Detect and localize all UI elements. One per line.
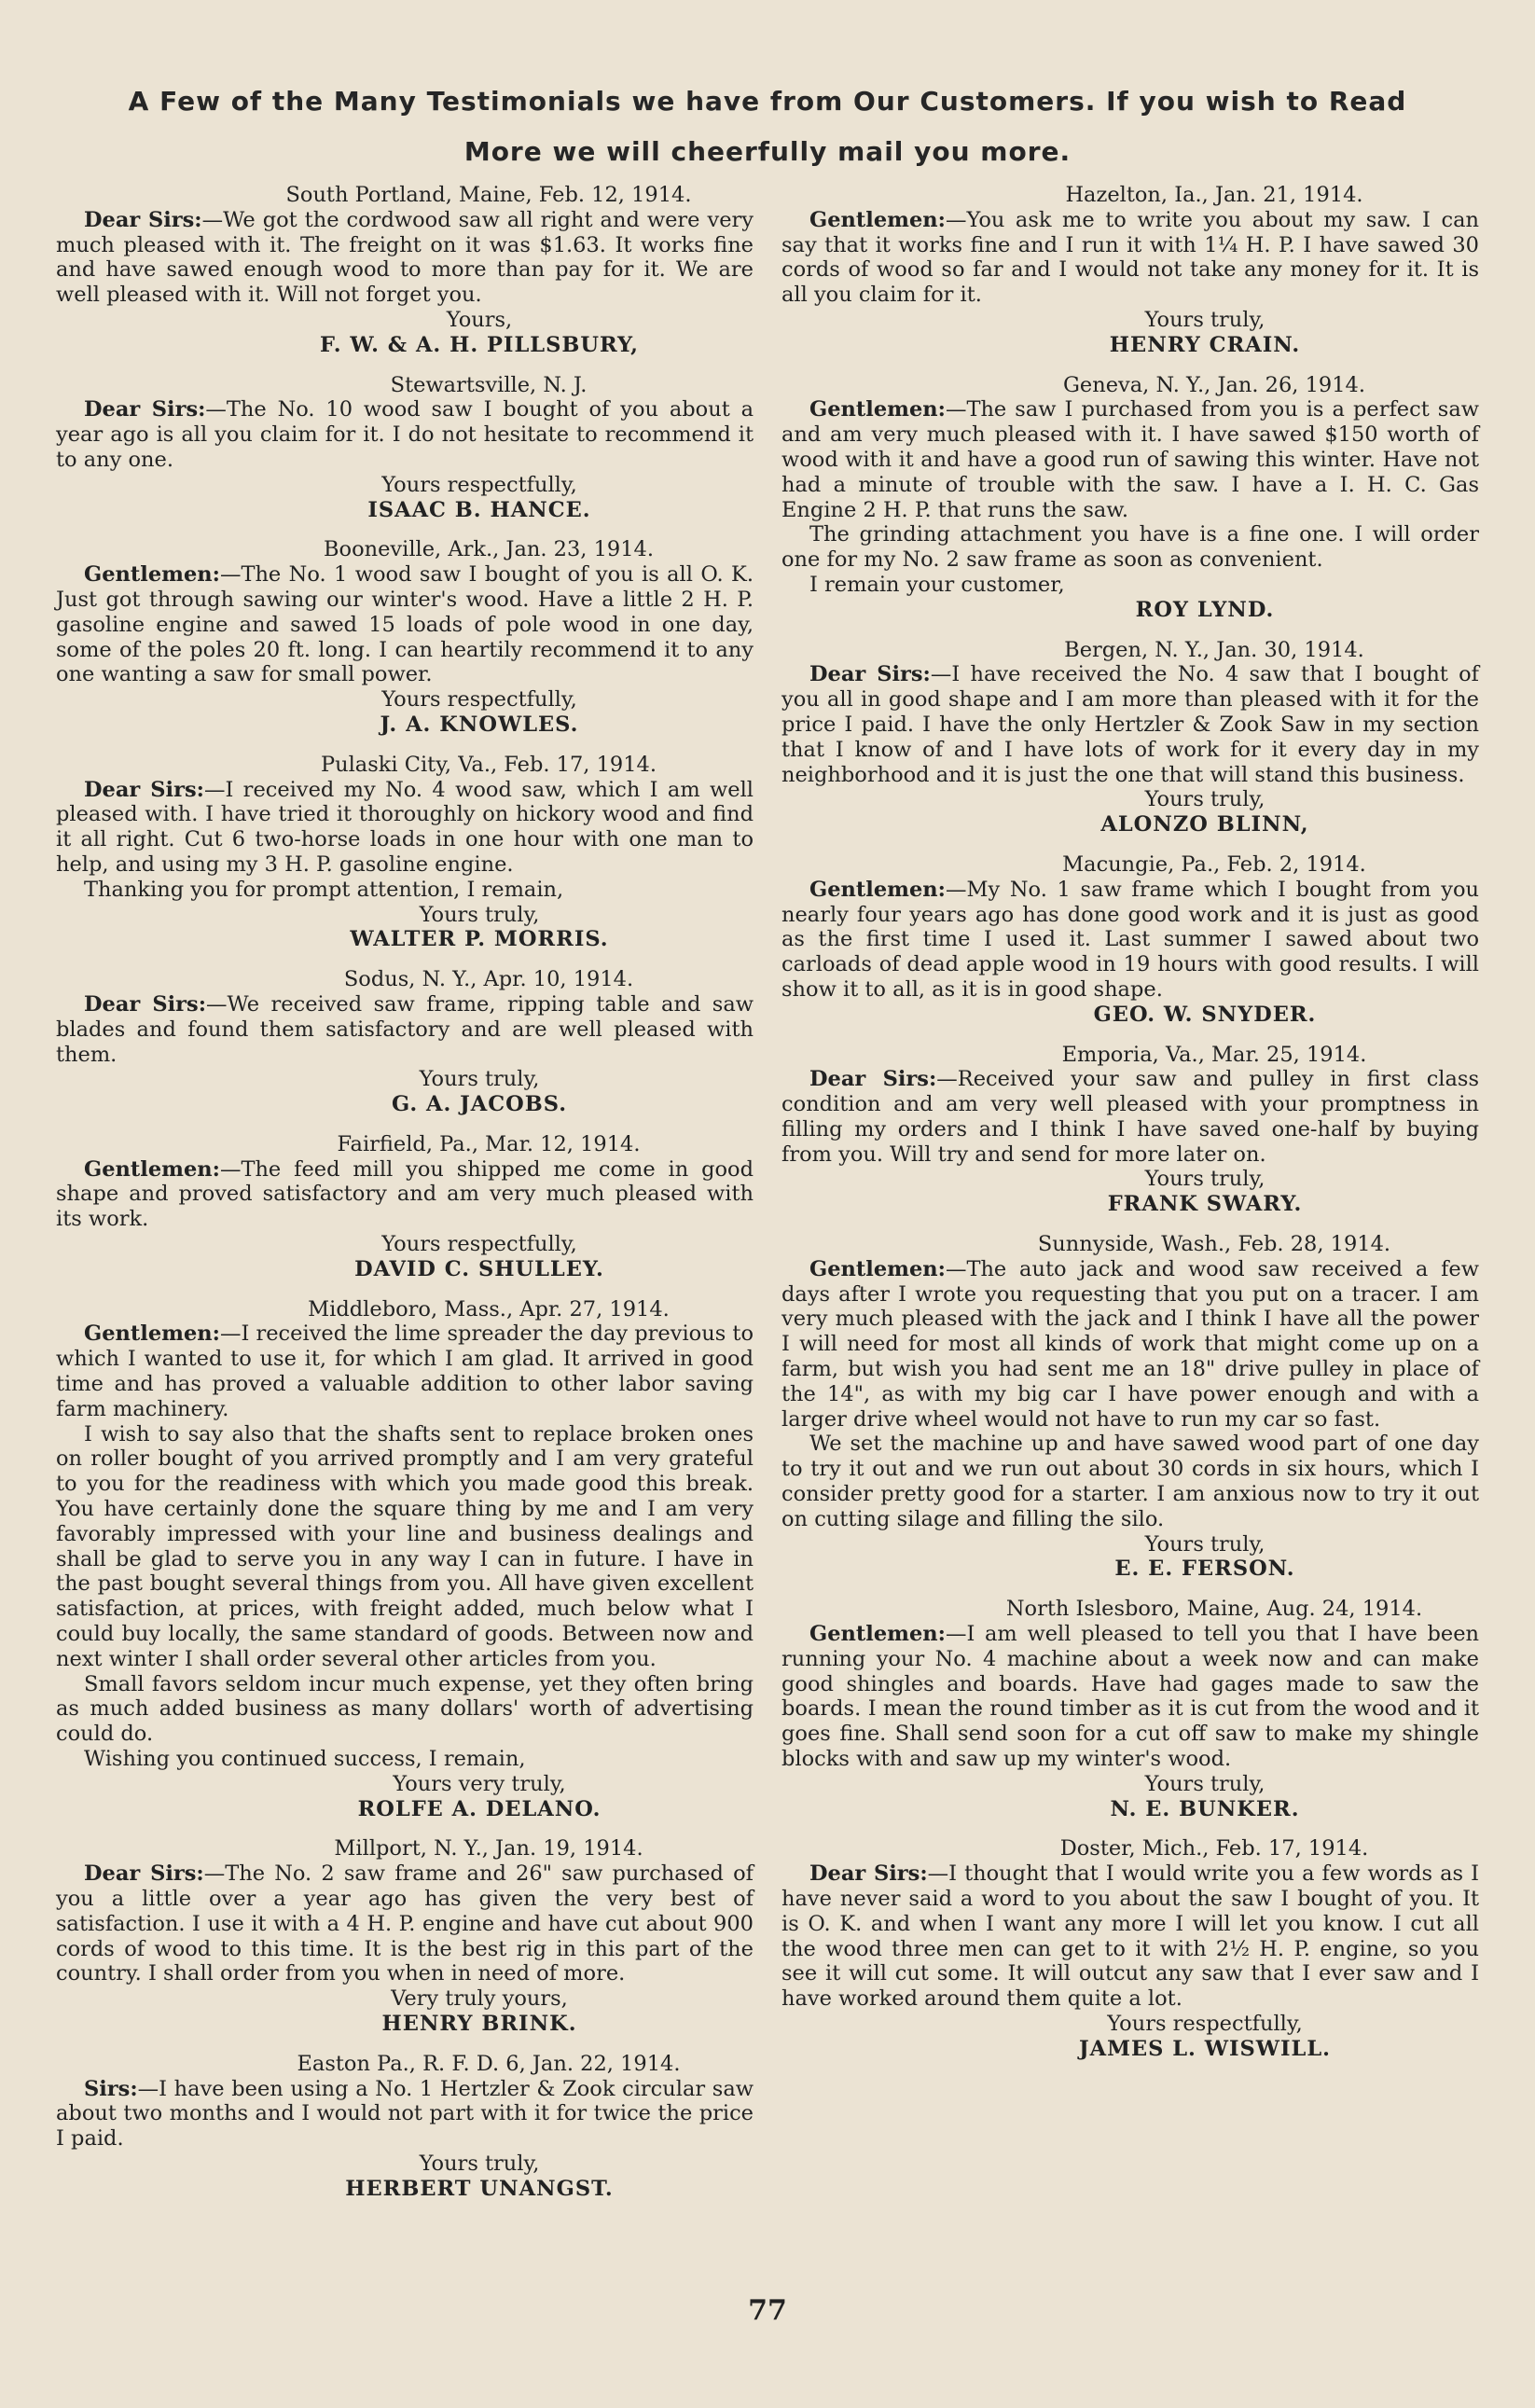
testimonial-letter [56, 537, 754, 737]
letter-signature: GEO. W. SNYDER. [1093, 1002, 1317, 1027]
letter-text: Thanking you for prompt attention, I remain, [84, 877, 564, 902]
letter-dateline: Stewartsville, N. J. [390, 372, 588, 397]
letter-salutation: Dear Sirs: [84, 1861, 204, 1887]
letter-paragraph [781, 1432, 1479, 1531]
letter-salutation: Sirs: [84, 2076, 138, 2101]
letter-body [56, 992, 754, 1067]
letter-dateline: Sodus, N. Y., Apr. 10, 1914. [343, 967, 634, 992]
letter-closing: Yours truly, [1144, 1531, 1265, 1557]
letter-body [56, 1861, 754, 1986]
letter-paragraph [56, 397, 754, 472]
letter-closing: Yours respectfully, [381, 1232, 577, 1257]
letter-closing: Yours truly, [1144, 1771, 1265, 1796]
letter-signature: ALONZO BLINN, [1100, 812, 1309, 837]
testimonial-letter [56, 967, 754, 1117]
letter-paragraph [56, 878, 754, 903]
letter-salutation: Gentlemen: [809, 877, 946, 902]
letter-closing: Yours respectfully, [381, 472, 577, 497]
letter-paragraph [56, 1322, 754, 1421]
letter-text: —We got the cordwood saw all right and were very much pleased with it. The freight on it was $1.63. It works fine and have sawed enough wood to more than pay for it. We are well pleased with it. Will not forget you. [56, 207, 754, 308]
testimonial-letter [781, 638, 1479, 837]
letter-body [56, 1322, 754, 1771]
testimonial-letter [781, 1836, 1479, 2061]
letter-paragraph [56, 992, 754, 1067]
letter-text: —You ask me to write you about my saw. I can say that it works fine and I run it with 1¼ H. P. I have sawed 30 cords of wood so far and I would not take any money for it. It is all you claim for it. [781, 207, 1479, 308]
testimonial-letter [781, 1232, 1479, 1582]
letter-signature: FRANK SWARY. [1107, 1192, 1303, 1217]
letter-body [56, 1157, 754, 1232]
testimonial-letter [781, 1043, 1479, 1218]
letter-paragraph [56, 1157, 754, 1232]
letter-dateline: Booneville, Ark., Jan. 23, 1914. [323, 537, 655, 562]
testimonial-letter [56, 1297, 754, 1822]
letter-signature: F. W. & A. H. PILLSBURY, [320, 332, 639, 357]
letter-closing: Yours truly, [419, 1067, 540, 1092]
letter-dateline: Hazelton, Ia., Jan. 21, 1914. [1065, 183, 1363, 207]
letter-dateline: Middleboro, Mass., Apr. 27, 1914. [308, 1296, 670, 1322]
letter-paragraph [781, 878, 1479, 1003]
letter-text: —The saw I purchased from you is a perfect saw and am very much pleased with it. I have sawed $150 worth of wood with it and have a good run of sawing this winter. Have not had a minute of trouble with the saw. I have a I. H. C. Gas Engine 2 H. P. that runs the saw. [781, 397, 1479, 522]
testimonial-letter [781, 183, 1479, 358]
page-number: 77 [748, 2294, 787, 2327]
testimonial-letter [56, 1132, 754, 1282]
letter-salutation: Dear Sirs: [84, 991, 206, 1017]
letter-paragraph [56, 2077, 754, 2152]
letter-signature: J. A. KNOWLES. [380, 712, 579, 737]
letter-signature: ISAAC B. HANCE. [367, 497, 591, 522]
letter-paragraph [781, 397, 1479, 522]
letter-closing: Yours truly, [1144, 787, 1265, 812]
letter-text: —I received my No. 4 wood saw, which I am well pleased with. I have tried it thoroughly on hickory wood and find it all right. Cut 6 two-horse loads in one hour with one man to help, and using my 3 H. P. gasoline engine. [56, 777, 754, 877]
letter-paragraph [781, 522, 1479, 573]
testimonial-letter [56, 2052, 754, 2202]
letter-text: Small favors seldom incur much expense, yet they often bring as much added business as many dollars' worth of advertising could do. [56, 1671, 754, 1747]
letter-text: —I received the lime spreader the day previous to which I wanted to use it, for which I am glad. It arrived in good time and has proved a valuable addition to other labor saving farm machinery. [56, 1322, 754, 1421]
letter-dateline: Macungie, Pa., Feb. 2, 1914. [1062, 851, 1366, 877]
letter-signature: JAMES L. WISWILL. [1078, 2036, 1332, 2061]
letter-body [781, 1257, 1479, 1532]
letter-closing: Yours, [446, 307, 513, 332]
letter-text: —Received your saw and pulley in first class condition and am very well pleased with your promptness in filling my orders and I think I have saved one-half by buying from you. Will try and send for more later on. [781, 1067, 1479, 1167]
letter-salutation: Dear Sirs: [809, 662, 931, 687]
letter-paragraph [56, 1672, 754, 1747]
letter-body [781, 878, 1479, 1003]
letter-paragraph [56, 1422, 754, 1672]
letter-paragraph [56, 778, 754, 878]
letter-body [781, 662, 1479, 787]
letter-closing: Yours truly, [1144, 1167, 1265, 1192]
letter-salutation: Dear Sirs: [84, 397, 206, 422]
letter-text: The grinding attachment you have is a fine one. I will order one for my No. 2 saw frame as soon as convenient. [781, 522, 1479, 573]
letter-body [781, 1861, 1479, 2012]
letter-signature: WALTER P. MORRIS. [350, 927, 609, 952]
letter-dateline: South Portland, Maine, Feb. 12, 1914. [285, 183, 692, 207]
letter-salutation: Gentlemen: [809, 207, 946, 232]
letter-dateline: Fairfield, Pa., Mar. 12, 1914. [337, 1131, 641, 1156]
letter-text: —I have been using a No. 1 Hertzler & Zook circular saw about two months and I would not part with it for twice the price I paid. [56, 2076, 754, 2152]
letter-signature: N. E. BUNKER. [1110, 1796, 1300, 1821]
letter-signature: HENRY BRINK. [381, 2011, 577, 2036]
letter-closing: Yours truly, [1144, 307, 1265, 332]
letter-closing: Yours respectfully, [1107, 2011, 1303, 2036]
letter-paragraph [781, 1067, 1479, 1167]
letter-salutation: Gentlemen: [809, 397, 946, 422]
letter-body [56, 778, 754, 903]
letter-dateline: Sunnyside, Wash., Feb. 28, 1914. [1037, 1232, 1391, 1257]
letter-paragraph [781, 1257, 1479, 1432]
letter-dateline: Pulaski City, Va., Feb. 17, 1914. [320, 752, 657, 777]
letter-text: —The No. 10 wood saw I bought of you about a year ago is all you claim for it. I do not hesitate to recommend it to any one. [56, 397, 754, 472]
letter-closing: Very truly yours, [391, 1986, 568, 2012]
letter-body [781, 208, 1479, 308]
letter-text: I remain your customer, [809, 572, 1065, 597]
letter-text: —I am well pleased to tell you that I have been running your No. 4 machine about a week now and can make good shingles and boards. Have had gages made to saw the boards. I mean the round timber as it is cut from the wood and it goes fine. Shall send soon for a cut off saw to make my shingle blocks with and saw up my winter's wood. [781, 1622, 1479, 1772]
letter-paragraph [56, 562, 754, 687]
letter-paragraph [781, 573, 1479, 598]
letter-text: Wishing you continued success, I remain, [84, 1747, 526, 1772]
heading-line-2: More we will cheerfully mail you more. [463, 136, 1072, 167]
letter-dateline: North Islesboro, Maine, Aug. 24, 1914. [1005, 1597, 1423, 1622]
letter-salutation: Gentlemen: [809, 1622, 946, 1647]
letter-paragraph [56, 1747, 754, 1772]
letter-body [56, 397, 754, 472]
letter-salutation: Dear Sirs: [809, 1067, 937, 1092]
letter-signature: DAVID C. SHULLEY. [354, 1256, 604, 1281]
letter-body [56, 2077, 754, 2152]
letter-paragraph [56, 208, 754, 308]
letter-salutation: Gentlemen: [84, 1322, 220, 1347]
letter-signature: HENRY CRAIN. [1109, 332, 1301, 357]
letter-dateline: Doster, Mich., Feb. 17, 1914. [1059, 1836, 1369, 1861]
letter-signature: G. A. JACOBS. [391, 1092, 568, 1117]
letter-closing: Yours truly, [419, 902, 540, 927]
testimonial-letter [56, 183, 754, 358]
letter-body [56, 208, 754, 308]
letter-text: —My No. 1 saw frame which I bought from you nearly four years ago has done good work and it is just as good as the first time I used it. Last summer I sawed about two carloads of dead apple wood in 19 hours with good results. I will show it to all, as it is in good shape. [781, 877, 1479, 1002]
letter-body [56, 562, 754, 687]
letter-paragraph [781, 662, 1479, 787]
letter-text: We set the machine up and have sawed wood part of one day to try it out and we run out about 30 cords in six hours, which I consider pretty good for a starter. I am anxious now to try it out on cutting silage and filling the silo. [781, 1432, 1479, 1531]
letter-paragraph [781, 1861, 1479, 2012]
letter-body [781, 397, 1479, 597]
left-column [56, 183, 754, 2217]
letter-text: —I have received the No. 4 saw that I bought of you all in good shape and I am more than pleased with it for the price I paid. I have the only Hertzler & Zook Saw in my section that I know of and I have lots of work for it every day in my neighborhood and it is just the one that will stand this business. [781, 662, 1479, 787]
letter-salutation: Dear Sirs: [84, 777, 204, 802]
testimonial-letter [56, 753, 754, 952]
testimonial-letter [781, 1597, 1479, 1821]
letter-text: —The auto jack and wood saw received a few days after I wrote you requesting that you put on a tracer. I am very much pleased with the jack and I think I have all the power I will need for most all kinds of work that might come up on a farm, but wish you had sent me an 18" drive pulley in place of the 14", as with my big car I have power enough and with a larger drive wheel would not have to run my car so fast. [781, 1256, 1479, 1432]
letter-text: —The feed mill you shipped me come in good shape and proved satisfactory and am very much pleased with its work. [56, 1156, 754, 1232]
letter-salutation: Dear Sirs: [809, 1861, 928, 1887]
letter-dateline: Easton Pa., R. F. D. 6, Jan. 22, 1914. [297, 2051, 681, 2076]
letter-dateline: Millport, N. Y., Jan. 19, 1914. [334, 1836, 643, 1861]
letter-dateline: Geneva, N. Y., Jan. 26, 1914. [1062, 372, 1366, 397]
letter-salutation: Gentlemen: [84, 1156, 220, 1182]
letter-paragraph [56, 1861, 754, 1986]
letter-text: I wish to say also that the shafts sent to replace broken ones on roller bought of you arrived promptly and I am very grateful to you for the readiness with which you made good this break. You have certainly done the square thing by me and I am very favorably impressed with your line and business dealings and shall be glad to serve you in any way I can in future. I have in the past bought several things from you. All have given excellent satisfaction, at prices, with freight added, much below what I could buy locally, the same standard of goods. Between now and next winter I shall order several other articles from you. [56, 1421, 754, 1671]
testimonial-letter [781, 373, 1479, 623]
letter-closing: Yours truly, [419, 2151, 540, 2176]
letter-text: —We received saw frame, ripping table and saw blades and found them satisfactory and are well pleased with them. [56, 991, 754, 1067]
letter-dateline: Bergen, N. Y., Jan. 30, 1914. [1064, 637, 1364, 662]
letter-signature: ROY LYND. [1135, 597, 1275, 622]
letter-text: —The No. 2 saw frame and 26" saw purchased of you a little over a year ago has given the very best of satisfaction. I use it with a 4 H. P. engine and have cut about 900 cords of wood to this time. It is the best rig in this part of the country. I shall order from you when in need of more. [56, 1861, 754, 1986]
letter-paragraph [781, 1622, 1479, 1772]
heading-line-1: A Few of the Many Testimonials we have from Our Customers. If you wish to Read [128, 86, 1407, 117]
letter-text: —The No. 1 wood saw I bought of you is all O. K. Just got through sawing our winter's wood. Have a little 2 H. P. gasoline engine and sawed 15 loads of pole wood in one day, some of the poles 20 ft. long. I can heartily recommend it to any one wanting a saw for small power. [56, 562, 754, 687]
letter-salutation: Dear Sirs: [84, 207, 202, 232]
letter-signature: ROLFE A. DELANO. [357, 1796, 602, 1821]
letter-signature: HERBERT UNANGST. [345, 2176, 614, 2201]
right-column [781, 183, 1479, 2077]
testimonial-letter [56, 373, 754, 523]
testimonial-letter [56, 1836, 754, 2036]
testimonial-letter [781, 852, 1479, 1028]
letter-dateline: Emporia, Va., Mar. 25, 1914. [1061, 1042, 1367, 1067]
letter-signature: E. E. FERSON. [1114, 1557, 1295, 1582]
letter-salutation: Gentlemen: [809, 1256, 946, 1281]
letter-text: —I thought that I would write you a few words as I have never said a word to you about the saw I bought of you. It is O. K. and when I want any more I will let you know. I cut all the wood three men can get to it with 2½ H. P. engine, so you see it will cut some. It will outcut any saw that I ever saw and I have worked around them quite a lot. [781, 1861, 1479, 2012]
letter-body [781, 1622, 1479, 1772]
letter-closing: Yours very truly, [393, 1771, 566, 1796]
letter-body [781, 1067, 1479, 1167]
letter-closing: Yours respectfully, [381, 687, 577, 713]
letter-salutation: Gentlemen: [84, 562, 220, 588]
letter-paragraph [781, 208, 1479, 308]
